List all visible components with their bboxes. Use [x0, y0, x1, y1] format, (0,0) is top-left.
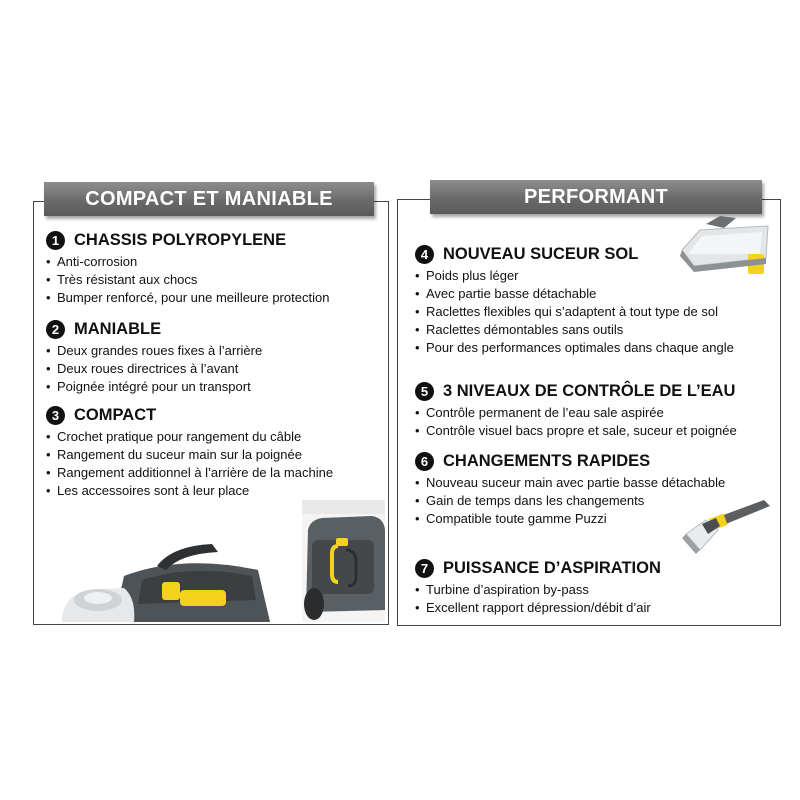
list-item: • Anti-corrosion	[46, 253, 329, 271]
section-title: 3 NIVEAUX DE CONTRÔLE DE L’EAU	[443, 381, 736, 400]
section-maniable	[46, 318, 262, 396]
machine-back-photo	[302, 500, 385, 622]
hand-nozzle-photo	[680, 490, 776, 556]
section-controle-eau	[415, 380, 737, 440]
list-item: • Pour des performances optimales dans chaque angle	[415, 339, 734, 357]
list-item: • Les accessoires sont à leur place	[46, 482, 333, 500]
section-title: PUISSANCE D’ASPIRATION	[443, 558, 661, 577]
compact-maniable-banner: COMPACT ET MANIABLE	[44, 182, 374, 216]
section-title: CHANGEMENTS RAPIDES	[443, 451, 651, 470]
number-1-badge: 1	[46, 231, 65, 250]
list-item: • Raclettes démontables sans outils	[415, 321, 734, 339]
section-title: NOUVEAU SUCEUR SOL	[443, 244, 639, 263]
number-7-badge: 7	[415, 559, 434, 578]
list-item: • Deux roues directrices à l’avant	[46, 360, 262, 378]
section-chassis	[46, 229, 329, 307]
list-item: • Gain de temps dans les changements	[415, 492, 725, 510]
list-item: • Excellent rapport dépression/débit d’air	[415, 599, 661, 617]
list-item: • Poids plus léger	[415, 267, 734, 285]
section-title: COMPACT	[74, 405, 157, 424]
floor-nozzle-photo	[676, 214, 772, 280]
list-item: • Très résistant aux chocs	[46, 271, 329, 289]
number-3-badge: 3	[46, 406, 65, 425]
performant-banner: PERFORMANT	[430, 180, 762, 214]
section-puissance	[415, 557, 661, 617]
list-item: • Contrôle visuel bacs propre et sale, suceur et poignée	[415, 422, 737, 440]
list-item: • Avec partie basse détachable	[415, 285, 734, 303]
list-item: • Rangement additionnel à l’arrière de la machine	[46, 464, 333, 482]
number-6-badge: 6	[415, 452, 434, 471]
list-item: • Raclettes flexibles qui s’adaptent à tout type de sol	[415, 303, 734, 321]
list-item: • Rangement du suceur main sur la poignée	[46, 446, 333, 464]
number-4-badge: 4	[415, 245, 434, 264]
list-item: • Turbine d’aspiration by-pass	[415, 581, 661, 599]
list-item: • Deux grandes roues fixes à l’arrière	[46, 342, 262, 360]
list-item: • Compatible toute gamme Puzzi	[415, 510, 725, 528]
list-item: • Contrôle permanent de l’eau sale aspirée	[415, 404, 737, 422]
section-changements	[415, 450, 725, 528]
list-item: • Bumper renforcé, pour une meilleure protection	[46, 289, 329, 307]
number-2-badge: 2	[46, 320, 65, 339]
list-item: • Nouveau suceur main avec partie basse détachable	[415, 474, 725, 492]
machine-top-photo	[62, 540, 282, 622]
section-title: MANIABLE	[74, 319, 162, 338]
number-5-badge: 5	[415, 382, 434, 401]
section-title: CHASSIS POLYROPYLENE	[74, 230, 287, 249]
list-item: • Poignée intégré pour un transport	[46, 378, 262, 396]
section-compact	[46, 404, 333, 500]
list-item: • Crochet pratique pour rangement du câble	[46, 428, 333, 446]
